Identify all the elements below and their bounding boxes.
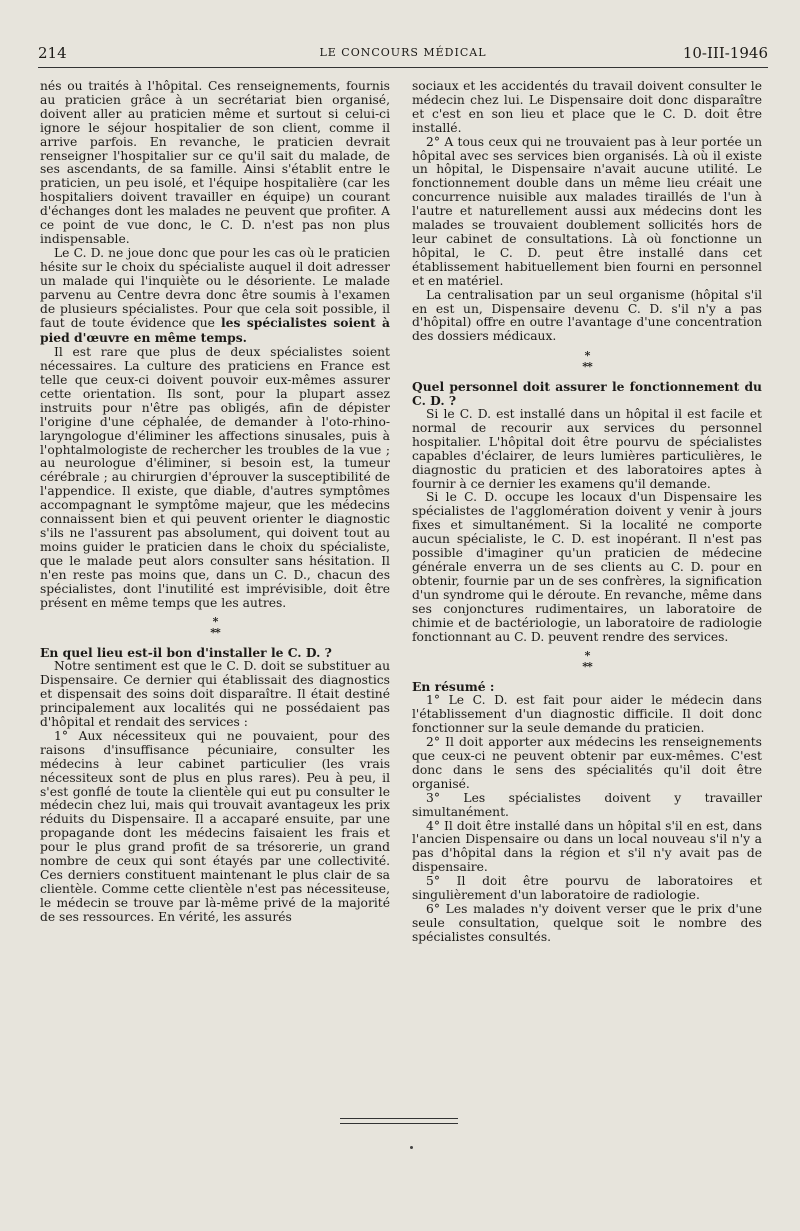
summary-item: 2° Il doit apporter aux médecins les renseignements que ceux-ci ne peuvent obtenir par eux-mêmes. C'est donc dans le sens des spécialités qu'il doit être organisé. (412, 735, 762, 791)
end-rule (340, 1118, 458, 1119)
paragraph: Il est rare que plus de deux spécialistes soient nécessaires. La culture des praticiens en France est telle que ceux-ci doivent pouvoir eux-mêmes assurer cette orientation. Ils sont, pour la plupart assez instruits pour n'être pas obligés, afin de dépister l'origine d'une céphalée, de demander à l'oto-rhino-laryngologue d'éliminer les affections sinusales, puis à l'ophtalmologiste de rechercher les troubles de la vue ; au neurologue d'éliminer, si besoin est, la tumeur cérébrale ; au chirurgien d'éprouver la susceptibilité de l'appendice. Il existe, que diable, d'autres symptômes accompagnant le symptôme majeur, que les médecins connaissent bien et qui peuvent orienter le diagnostic s'ils ne l'assurent pas absolument, qui doivent tout au moins guider le praticien dans le choix du spécialiste, que le malade peut alors consulter sans hésitation. Il n'en reste pas moins que, dans un C. D., chacun des spécialistes, dont l'inutilité est imprévisible, doit être présent en même temps que les autres. (40, 345, 390, 610)
summary-item: 6° Les malades n'y doivent verser que le prix d'une seule consultation, quelque soit le nombre des spécialistes consultés. (412, 901, 762, 944)
end-rule (340, 1123, 458, 1124)
journal-title: LE CONCOURS MÉDICAL (319, 46, 487, 59)
emphasis-text: les spécialistes soient à pied d'œuvre en même temps. (40, 315, 390, 346)
paragraph: 2° A tous ceux qui ne trouvaient pas à leur portée un hôpital avec ses services bien organisés. Là où il existe un hôpital, le Dispensaire n'avait aucune utilité. Le fonctionnement double dans un même lieu créait une concurrence nuisible aux malades tiraillés de l'un à l'autre et naturellement aussi aux médecins dont les malades se trouvaient doublement sollicités hors de leur cabinet de consultations. Là où fonctionne un hôpital, le C. D. peut être installé dans cet établissement habituellement bien fourni en personnel et en matériel. (412, 134, 762, 288)
issue-date: 10-III-1946 (682, 44, 768, 62)
section-separator: * ** (582, 649, 592, 674)
paragraph: 1° Aux nécessiteux qui ne pouvaient, pour des raisons d'insuffisance pécuniaire, consulter les médecins à leur cabinet particulier (les vrais nécessiteux sont de plus en plus rares). Peu à peu, il s'est gonflé de toute la clientèle qui eut pu consulter le médecin chez lui, mais qui trouvait avantageux les prix réduits du Dispensaire. Il a accaparé ensuite, par une propagande dont les médecins faisaient les frais et pour le plus grand profit de sa trésorerie, un grand nombre de ceux qui sont étayés par une collectivité. Ces derniers constituent maintenant le plus clair de sa clientèle. Comme cette clientèle n'est pas nécessiteuse, le médecin se trouve par là-même privé de la majorité de ses ressources. En vérité, les assurés (40, 728, 390, 924)
left-column (40, 80, 390, 925)
right-column (412, 80, 762, 945)
paragraph: La centralisation par un seul organisme (hôpital s'il en est un, Dispensaire devenu C. D. s'il n'y a pas d'hôpital) offre en outre l'avantage d'une concentration des dossiers médicaux. (412, 287, 762, 344)
header-rule (38, 67, 768, 68)
paragraph: Notre sentiment est que le C. D. doit se substituer au Dispensaire. Ce dernier qui établissait des diagnostics et dispensait des soins doit disparaître. Il était destiné principalement aux localités qui ne possédaient pas d'hôpital et rendait des services : (40, 659, 390, 729)
section-separator: * ** (210, 615, 220, 640)
summary-item: 5° Il doit être pourvu de laboratoires et singulièrement d'un laboratoire de radiologie. (412, 874, 762, 903)
summary-item: 4° Il doit être installé dans un hôpital s'il en est, dans l'ancien Dispensaire ou dans un local nouveau s'il n'y a pas d'hôpital dans la région et s'il n'y avait pas de dispensaire. (412, 818, 762, 875)
summary-title: En résumé : (412, 679, 495, 695)
paragraph: sociaux et les accidentés du travail doivent consulter le médecin chez lui. Le Dispensaire doit donc disparaître et c'est en son lieu et place que le C. D. doit être installé. (412, 79, 762, 135)
paragraph: Si le C. D. occupe les locaux d'un Dispensaire les spécialistes de l'agglomération doivent y venir à jours fixes et simultanément. Si la localité ne comporte aucun spécialiste, le C. D. est inopérant. Il n'est pas possible d'imaginer qu'un praticien de médecine générale enverra un de ses clients au C. D. pour en obtenir, fournie par un de ses confrères, la signification d'un syndrome qui le déroute. En revanche, même dans ses conjonctures rudimentaires, un laboratoire de chimie et de bactériologie, un laboratoire de radiologie fonctionnant au C. D. peuvent rendre des services. (412, 490, 762, 644)
summary-item: 3° Les spécialistes doivent y travailler simultanément. (412, 790, 762, 819)
paragraph: Si le C. D. est installé dans un hôpital il est facile et normal de recourir aux services du personnel hospitalier. L'hôpital doit être pourvu de spécialistes capables d'éclairer, de leurs lumières particulières, le diagnostic du praticien et des laboratoires aptes à fournir à ce dernier les examens qu'il demande. (412, 407, 762, 491)
page-mark (410, 1146, 413, 1149)
paragraph: nés ou traités à l'hôpital. Ces renseignements, fournis au praticien grâce à un secrétariat bien organisé, doivent aller au praticien même et surtout si celui-ci ignore le séjour hospitalier de son client, comme il arrive parfois. En revanche, le praticien devrait renseigner l'hospitalier sur ce qu'il sait du malade, de ses ascendants, de sa famille. Ainsi s'établit entre le praticien, un peu isolé, et l'équipe hospitalière (car les hospitaliers doivent travailler en équipe) un courant d'échanges dont les malades ne peuvent que profiter. A ce point de vue donc, le C. D. n'est pas non plus indispensable. (40, 79, 390, 246)
section-question: En quel lieu est-il bon d'installer le C. D. ? (40, 645, 332, 661)
section-question: Quel personnel doit assurer le fonctionnement du C. D. ? (412, 379, 762, 409)
paragraph-text: Le C. D. ne joue donc que pour les cas où le praticien hésite sur le choix du spécialiste auquel il doit adresser un malade qui l'inquiète ou le désoriente. Le malade parvenu au Centre devra donc être soumis à l'examen de plusieurs spécialistes. Pour que cela soit possible, il faut de toute évidence que (40, 245, 390, 331)
paragraph (40, 247, 390, 346)
section-separator: * ** (582, 349, 592, 374)
page-number: 214 (38, 44, 67, 62)
summary-item: 1° Le C. D. est fait pour aider le médecin dans l'établissement d'un diagnostic difficile. Il doit donc fonctionner sur la seule demande du praticien. (412, 693, 762, 736)
page-header (38, 44, 768, 66)
